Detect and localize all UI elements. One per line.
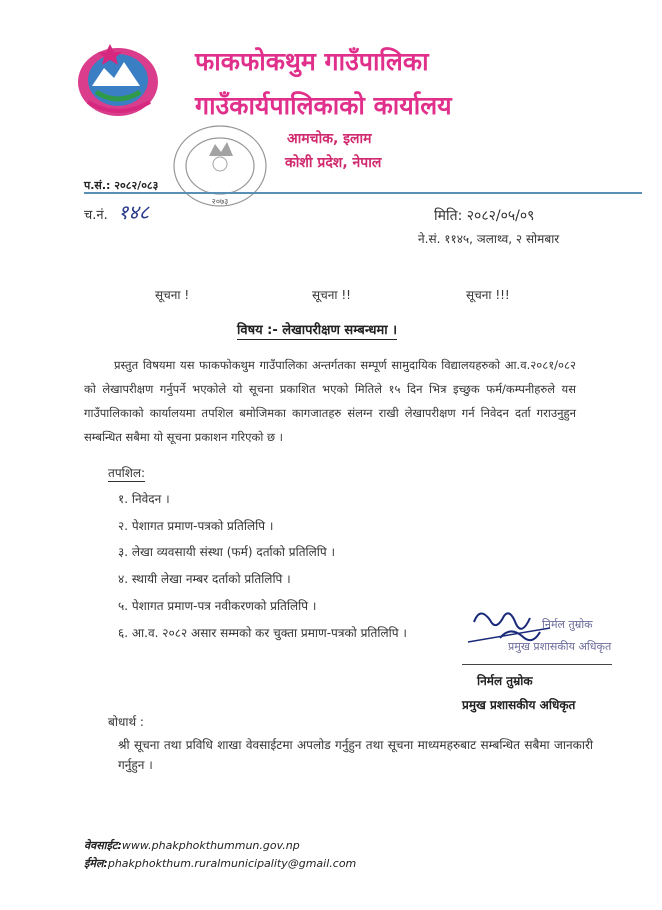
list-item: ५. पेशागत प्रमाण-पत्र नवीकरणको प्रतिलिपि । (118, 599, 317, 613)
body-paragraph: प्रस्तुत विषयमा यस फाकफोकथुम गाउँपालिका अन्तर्गतका सम्पूर्ण सामुदायिक विद्यालयहरुको आ.व.२०८१/०८२ को लेखापरीक्षण गर्नुपर्ने भएकोले यो सूचना प्रकाशित भएको मितिले १५ दिन भित्र इच्छुक फर्म/कम्पनीहरुले यस गाउँपालिकाको कार्यालयमा तपशिल बमोजिमका कागजातहरु संलग्न राखी लेखापरीक्षण गर्न निवेदन दर्ता गराउनुहुन सम्बन्धित सबैमा यो सूचना प्रकाशन गरिएको छ । (84, 358, 576, 444)
signatory-title: प्रमुख प्रशासकीय अधिकृत (462, 698, 576, 712)
date (434, 206, 534, 225)
dispatch-label: च.नं. (84, 208, 108, 223)
nepal-sambat-date: ने.सं. ११४५, ञलाथ्व, २ सोमबार (418, 232, 560, 246)
subject-line: विषय :- लेखापरीक्षण सम्बन्धमा । (237, 320, 397, 340)
date-value: २०८२/०५/०९ (466, 208, 535, 224)
signature (460, 602, 650, 682)
footer-email (84, 856, 356, 871)
address-line1: आमचोक, इलाम (287, 131, 372, 147)
list-item: ४. स्थायी लेखा नम्बर दर्ताको प्रतिलिपि । (118, 572, 291, 586)
signature-line (462, 664, 612, 665)
org-name-line1: फाकफोकथुम गाउँपालिका (195, 47, 429, 76)
org-name-line2: गाउँकार्यपालिकाको कार्यालय (195, 91, 452, 120)
svg-text:प्रमुख प्रशासकीय अधिकृत: प्रमुख प्रशासकीय अधिकृत (508, 640, 612, 653)
website-link[interactable]: www.phakphokthummun.gov.np (121, 839, 300, 852)
signatory-name: निर्मल तुम्रोक (477, 674, 533, 688)
list-item: ३. लेखा व्यवसायी संस्था (फर्म) दर्ताको प्रतिलिपि । (118, 545, 336, 559)
reference-number (84, 178, 158, 193)
footer-website (84, 838, 300, 853)
list-item: ६. आ.व. २०८२ असार सम्मको कर चुक्ता प्रमाण-पत्रको प्रतिलिपि । (118, 626, 407, 640)
notice-heading-3: सूचना !!! (466, 288, 510, 302)
notice-heading-1: सूचना ! (155, 288, 190, 302)
website-label: वेवसाईट: (84, 839, 122, 852)
email-label: ईमेल: (84, 857, 108, 870)
ps-label: प.सं.: (84, 179, 111, 192)
date-label: मिति: (434, 208, 463, 224)
ps-value: २०८२/०८३ (114, 179, 159, 192)
cc-text: श्री सूचना तथा प्रविधि शाखा वेवसाईटमा अपलोड गर्नुहुन तथा सूचना माध्यमहरुबाट सम्बन्धित सबैमा जानकारी गर्नुहुन । (118, 738, 593, 772)
dispatch-number: १४८ (118, 200, 150, 224)
list-item: १. निवेदन । (118, 492, 170, 506)
address-line2: कोशी प्रदेश, नेपाल (285, 155, 382, 171)
svg-text:२०७३: २०७३ (211, 197, 229, 206)
svg-text:निर्मल तुम्रोक: निर्मल तुम्रोक (542, 618, 593, 631)
email-link[interactable]: phakphokthum.ruralmunicipality@gmail.com (107, 857, 357, 870)
notice-heading-2: सूचना !! (312, 288, 351, 302)
list-item: २. पेशागत प्रमाण-पत्रको प्रतिलिपि । (118, 519, 274, 533)
official-stamp (165, 118, 275, 218)
details-label: तपशिल: (108, 466, 146, 480)
header-divider (84, 192, 642, 194)
cc-label: बोधार्थ : (108, 715, 144, 729)
municipality-logo (70, 40, 170, 120)
